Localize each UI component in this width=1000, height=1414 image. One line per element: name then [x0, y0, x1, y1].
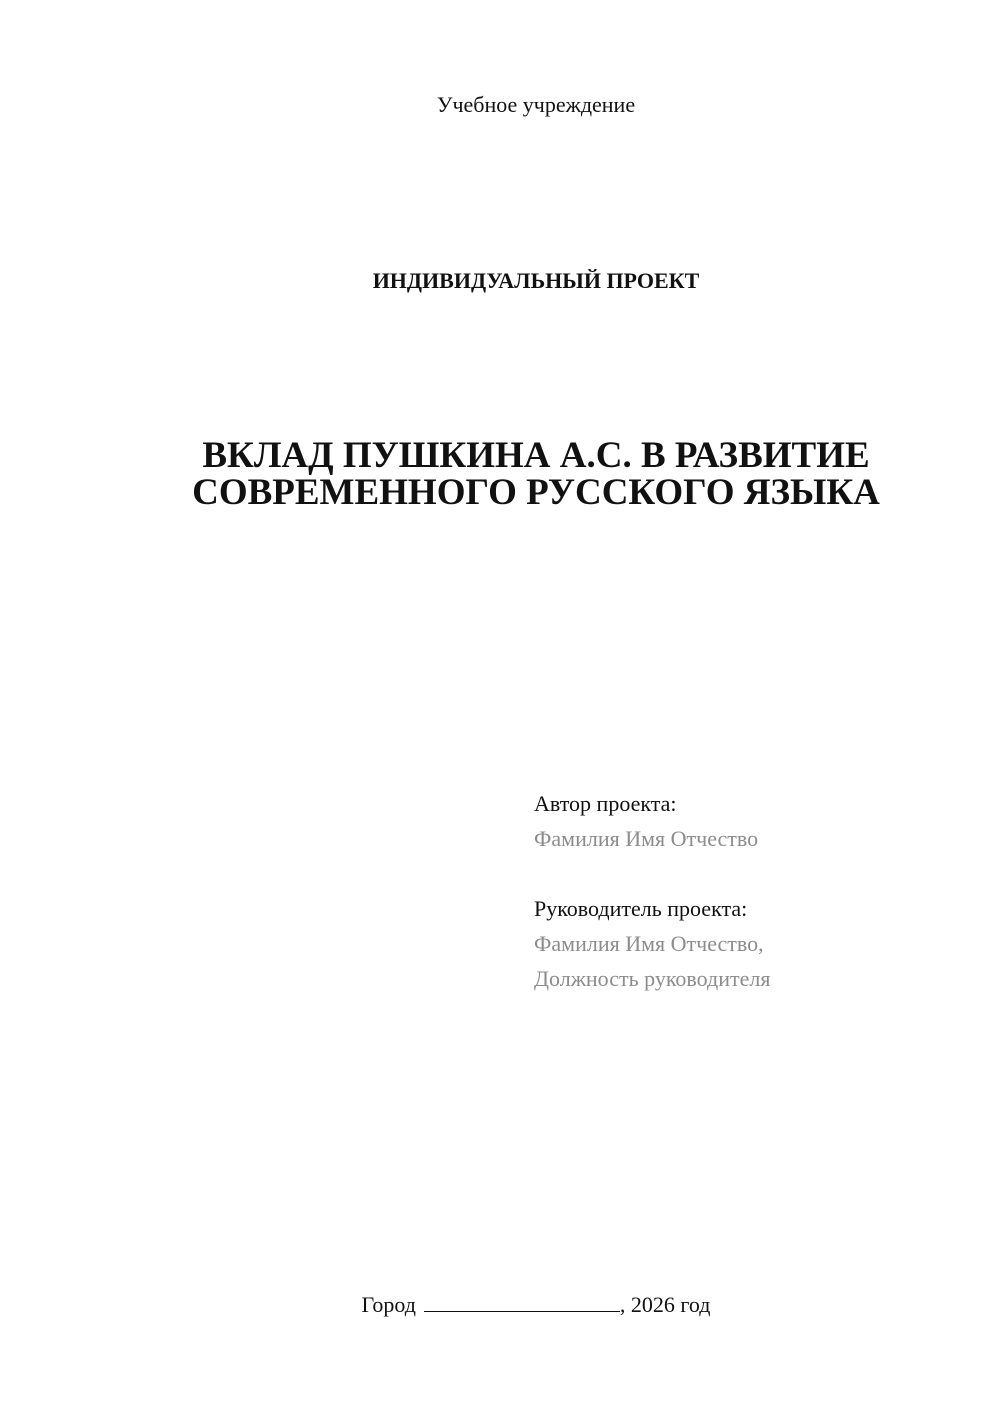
year-text: , 2026 год: [619, 1292, 711, 1317]
project-info-block: [534, 786, 974, 996]
supervisor-position: Должность руководителя: [534, 966, 771, 991]
author-label: Автор проекта:: [534, 791, 677, 816]
project-title-line-2: СОВРЕМЕННОГО РУССКОГО ЯЗЫКА: [192, 472, 880, 513]
institution-name: Учебное учреждение: [436, 92, 636, 117]
project-type-heading: ИНДИВИДУАЛЬНЫЙ ПРОЕКТ: [372, 268, 700, 293]
project-title: [0, 437, 1000, 511]
city-label: Город: [361, 1292, 416, 1317]
info-spacer: [534, 856, 974, 891]
city-year-line: [0, 1290, 1000, 1320]
author-name: Фамилия Имя Отчество: [534, 826, 759, 851]
supervisor-label: Руководитель проекта:: [534, 896, 748, 921]
project-title-line-1: ВКЛАД ПУШКИНА А.С. В РАЗВИТИЕ: [202, 435, 870, 476]
supervisor-name: Фамилия Имя Отчество,: [534, 931, 764, 956]
city-blank-line: [424, 1291, 620, 1312]
